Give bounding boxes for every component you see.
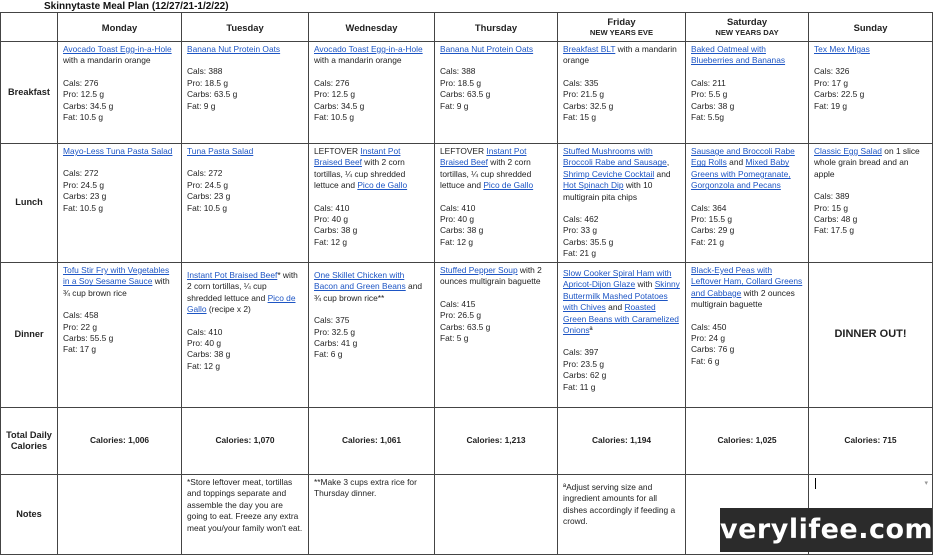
dinner-tuesday: Instant Pot Braised Beef* with 2 corn tortillas, ¼ cup shredded lettuce and Pico de Gallo (recipe x 2) Cals: 410 Pro: 40 g Carbs: 38 g Fat: 12 g [182,263,309,408]
recipe-link[interactable]: Avocado Toast Egg-in-a-Hole [63,44,172,54]
dinner-row [1,263,933,408]
day-header-thursday: Thursday [435,13,558,42]
recipe-link[interactable]: Tex Mex Migas [814,44,870,54]
meal-plan-table [0,12,933,555]
recipe-link[interactable]: Stuffed Pepper Soup [440,265,518,275]
recipe-link[interactable]: One Skillet Chicken with Bacon and Green Beans [314,270,406,292]
recipe-link[interactable]: Tuna Pasta Salad [187,146,254,156]
text-cursor [815,478,816,489]
total-tuesday: Calories: 1,070 [182,408,309,475]
recipe-link[interactable]: Skinny Buttermilk Mashed Potatoes with Chives [563,279,680,313]
notes-thursday[interactable] [435,475,558,555]
lunch-monday: Mayo-Less Tuna Pasta Salad Cals: 272 Pro: 24.5 g Carbs: 23 g Fat: 10.5 g [58,144,182,263]
recipe-link[interactable]: Instant Pot Braised Beef [440,146,527,168]
recipe-link[interactable]: Instant Pot Braised Beef [187,270,278,280]
dinner-thursday: Stuffed Pepper Soup with 2 ounces multigrain baguette Cals: 415 Pro: 26.5 g Carbs: 63.5 g Fat: 5 g [435,263,558,408]
recipe-link[interactable]: Pico de Gallo [357,180,408,191]
recipe-link[interactable]: Sausage and Broccoli Rabe Egg Rolls [691,146,795,168]
row-label-breakfast: Breakfast [1,42,58,144]
watermark: verylifee.com [720,508,932,552]
dinner-friday: Slow Cooker Spiral Ham with Apricot-Dijon Glaze with Skinny Buttermilk Mashed Potatoes with Chives and Roasted Green Beans with Caramelized Onionsª Cals: 397 Pro: 23.5 g Carbs: 62 g Fat: 11 g [558,263,686,408]
recipe-link[interactable]: Slow Cooker Spiral Ham with Apricot-Dijon Glaze [563,268,672,290]
breakfast-thursday: Banana Nut Protein Oats Cals: 388 Pro: 18.5 g Carbs: 63.5 g Fat: 9 g [435,42,558,144]
header-row [1,13,933,42]
recipe-link[interactable]: Avocado Toast Egg-in-a-Hole [314,44,423,54]
recipe-link[interactable]: Instant Pot Braised Beef [314,146,401,168]
lunch-row [1,144,933,263]
day-subtitle: NEW YEARS EVE [589,28,654,37]
lunch-friday: Stuffed Mushrooms with Broccoli Rabe and Sausage, Shrimp Ceviche Cocktail and Hot Spinach Dip with 10 multigrain pita chips Cals: 462 Pro: 33 g Carbs: 35.5 g Fat: 21 g [558,144,686,263]
breakfast-wednesday: Avocado Toast Egg-in-a-Hole with a mandarin orange Cals: 276 Pro: 12.5 g Carbs: 34.5 g Fat: 10.5 g [309,42,435,144]
recipe-link[interactable]: Banana Nut Protein Oats [440,44,534,54]
lunch-saturday: Sausage and Broccoli Rabe Egg Rolls and Mixed Baby Greens with Pomegranate, Gorgonzola and Pecans Cals: 364 Pro: 15.5 g Carbs: 29 g Fat: 21 g [686,144,809,263]
row-label-notes: Notes [1,475,58,555]
day-header-saturday: Saturday NEW YEARS DAY [686,13,809,42]
total-sunday: Calories: 715 [809,408,933,475]
recipe-link[interactable]: Tofu Stir Fry with Vegetables in a Soy Sesame Sauce [63,265,170,287]
recipe-link[interactable]: Banana Nut Protein Oats [187,44,281,54]
breakfast-saturday: Baked Oatmeal with Blueberries and Bananas Cals: 211 Pro: 5.5 g Carbs: 38 g Fat: 5.5g [686,42,809,144]
recipe-link[interactable]: Breakfast BLT [563,44,616,54]
breakfast-friday: Breakfast BLT with a mandarin orange Cals: 335 Pro: 21.5 g Carbs: 32.5 g Fat: 15 g [558,42,686,144]
day-header-friday: Friday NEW YEARS EVE [558,13,686,42]
breakfast-tuesday: Banana Nut Protein Oats Cals: 388 Pro: 18.5 g Carbs: 63.5 g Fat: 9 g [182,42,309,144]
recipe-link[interactable]: Shrimp Ceviche Cocktail [563,168,655,179]
recipe-link[interactable]: Classic Egg Salad [814,146,882,156]
day-header-tuesday: Tuesday [182,13,309,42]
day-subtitle: NEW YEARS DAY [715,28,779,37]
total-wednesday: Calories: 1,061 [309,408,435,475]
day-header-wednesday: Wednesday [309,13,435,42]
total-monday: Calories: 1,006 [58,408,182,475]
dinner-saturday: Black-Eyed Peas with Leftover Ham, Collard Greens and Cabbage with 2 ounces multigrain baguette Cals: 450 Pro: 24 g Carbs: 76 g Fat: 6 g [686,263,809,408]
lunch-thursday: LEFTOVER Instant Pot Braised Beef with 2 corn tortillas, ¼ cup shredded lettuce and Pico de Gallo Cals: 410 Pro: 40 g Carbs: 38 g Fat: 12 g [435,144,558,263]
recipe-link[interactable]: Pico de Gallo [187,292,296,315]
row-label-dinner: Dinner [1,263,58,408]
recipe-link[interactable]: Baked Oatmeal with Blueberries and Bananas [691,44,786,66]
breakfast-row [1,42,933,144]
day-header-monday: Monday [58,13,182,42]
lunch-sunday: Classic Egg Salad on 1 slice whole grain bread and an apple Cals: 389 Pro: 15 g Carbs: 48 g Fat: 17.5 g [809,144,933,263]
row-label-lunch: Lunch [1,144,58,263]
total-friday: Calories: 1,194 [558,408,686,475]
total-thursday: Calories: 1,213 [435,408,558,475]
notes-wednesday[interactable]: **Make 3 cups extra rice for Thursday dinner. [309,475,435,555]
dinner-sunday: DINNER OUT! [809,263,933,408]
page-title: Skinnytaste Meal Plan (12/27/21-1/2/22) [44,1,229,12]
row-label-total: Total Daily Calories [1,408,58,475]
notes-friday[interactable]: ªAdjust serving size and ingredient amounts for all dishes accordingly if feeding a crowd. [558,475,686,555]
recipe-link[interactable]: Stuffed Mushrooms with Broccoli Rabe and Sausage [563,146,667,168]
recipe-link[interactable]: Mayo-Less Tuna Pasta Salad [63,146,173,156]
day-header-sunday: Sunday [809,13,933,42]
recipe-link[interactable]: Mixed Baby Greens with Pomegranate, Gorgonzola and Pecans [691,157,791,191]
recipe-link[interactable]: Black-Eyed Peas with Leftover Ham, Collard Greens and Cabbage [691,265,803,298]
dropdown-arrow-icon[interactable]: ▾ [924,480,928,487]
notes-tuesday[interactable]: *Store leftover meat, tortillas and toppings separate and assemble the day you are going to eat. Freeze any extra meat you/your family won't eat. [182,475,309,555]
lunch-tuesday: Tuna Pasta Salad Cals: 272 Pro: 24.5 g Carbs: 23 g Fat: 10.5 g [182,144,309,263]
breakfast-sunday: Tex Mex Migas Cals: 326 Pro: 17 g Carbs: 22.5 g Fat: 19 g [809,42,933,144]
notes-monday[interactable] [58,475,182,555]
dinner-wednesday: One Skillet Chicken with Bacon and Green Beans and ¾ cup brown rice** Cals: 375 Pro: 32.5 g Carbs: 41 g Fat: 6 g [309,263,435,408]
lunch-wednesday: LEFTOVER Instant Pot Braised Beef with 2 corn tortillas, ¼ cup shredded lettuce and Pico de Gallo Cals: 410 Pro: 40 g Carbs: 38 g Fat: 12 g [309,144,435,263]
total-saturday: Calories: 1,025 [686,408,809,475]
dinner-monday: Tofu Stir Fry with Vegetables in a Soy Sesame Sauce with ¾ cup brown rice Cals: 458 Pro: 22 g Carbs: 55.5 g Fat: 17 g [58,263,182,408]
recipe-link[interactable]: Pico de Gallo [483,180,534,191]
corner-cell [1,13,58,42]
breakfast-monday: Avocado Toast Egg-in-a-Hole with a mandarin orange Cals: 276 Pro: 12.5 g Carbs: 34.5 g Fat: 10.5 g [58,42,182,144]
recipe-link[interactable]: Hot Spinach Dip [563,180,624,191]
recipe-link[interactable]: Roasted Green Beans with Caramelized Onions [563,302,679,336]
totals-row [1,408,933,475]
